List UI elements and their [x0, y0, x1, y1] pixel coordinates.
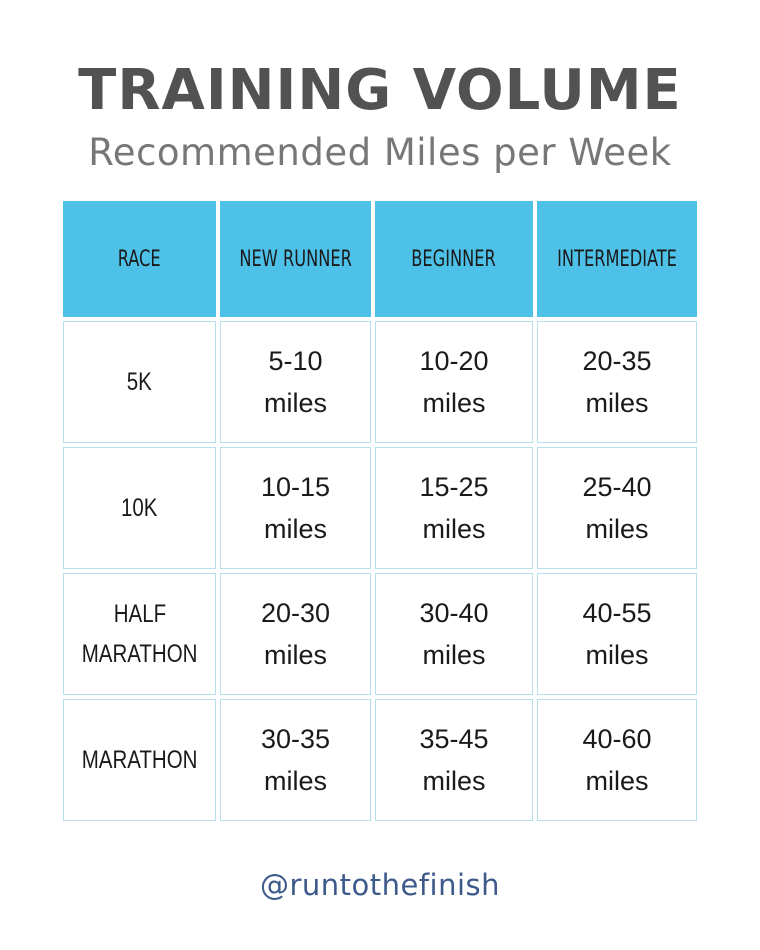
mileage-cell [220, 321, 371, 443]
mileage-unit: miles [263, 766, 327, 796]
cell-text-line: HALF [113, 600, 166, 628]
mileage-unit: miles [585, 388, 649, 418]
mileage-range: 35-45 [419, 724, 489, 754]
cell-text-line: 5K [126, 368, 153, 396]
column-header [537, 201, 697, 317]
training-volume-table [63, 201, 697, 825]
cell-text-line: MARATHON [81, 746, 198, 774]
mileage-unit: miles [263, 514, 327, 544]
mileage-unit: miles [585, 640, 649, 670]
mileage-unit: miles [263, 388, 327, 418]
page-subtitle: Recommended Miles per Week [88, 131, 672, 174]
mileage-cell [375, 447, 533, 569]
mileage-cell [375, 699, 533, 821]
page-title: TRAINING VOLUME [78, 58, 682, 123]
mileage-cell [220, 447, 371, 569]
mileage-cell [375, 321, 533, 443]
mileage-range: 10-15 [260, 472, 331, 502]
cell-text-line: MARATHON [81, 640, 198, 668]
mileage-unit: miles [422, 766, 486, 796]
column-header [220, 201, 371, 317]
column-header [63, 201, 216, 317]
mileage-cell [220, 573, 371, 695]
race-label [63, 699, 216, 821]
mileage-unit: miles [585, 766, 649, 796]
mileage-cell [375, 573, 533, 695]
mileage-unit: miles [585, 514, 649, 544]
mileage-range: 40-55 [582, 598, 652, 628]
mileage-range: 5-10 [268, 346, 323, 376]
race-label [63, 321, 216, 443]
mileage-range: 20-30 [260, 598, 331, 628]
mileage-cell [220, 699, 371, 821]
cell-text-line: 10K [121, 494, 158, 522]
column-header [375, 201, 533, 317]
column-header-label: INTERMEDIATE [557, 246, 677, 272]
mileage-unit: miles [422, 640, 486, 670]
mileage-range: 30-40 [419, 598, 489, 628]
mileage-unit: miles [263, 640, 327, 670]
mileage-cell [537, 321, 697, 443]
mileage-unit: miles [422, 514, 486, 544]
column-header-label: NEW RUNNER [239, 246, 352, 272]
mileage-range: 40-60 [582, 724, 652, 754]
mileage-range: 10-20 [419, 346, 489, 376]
race-label [63, 447, 216, 569]
column-header-label: BEGINNER [411, 246, 497, 272]
mileage-range: 25-40 [582, 472, 652, 502]
mileage-cell [537, 573, 697, 695]
mileage-range: 30-35 [260, 724, 331, 754]
mileage-range: 20-35 [582, 346, 652, 376]
mileage-cell [537, 447, 697, 569]
mileage-range: 15-25 [419, 472, 489, 502]
social-handle: @runtothefinish [259, 868, 501, 902]
mileage-unit: miles [422, 388, 486, 418]
mileage-cell [537, 699, 697, 821]
column-header-label: RACE [118, 246, 161, 272]
race-label [63, 573, 216, 695]
